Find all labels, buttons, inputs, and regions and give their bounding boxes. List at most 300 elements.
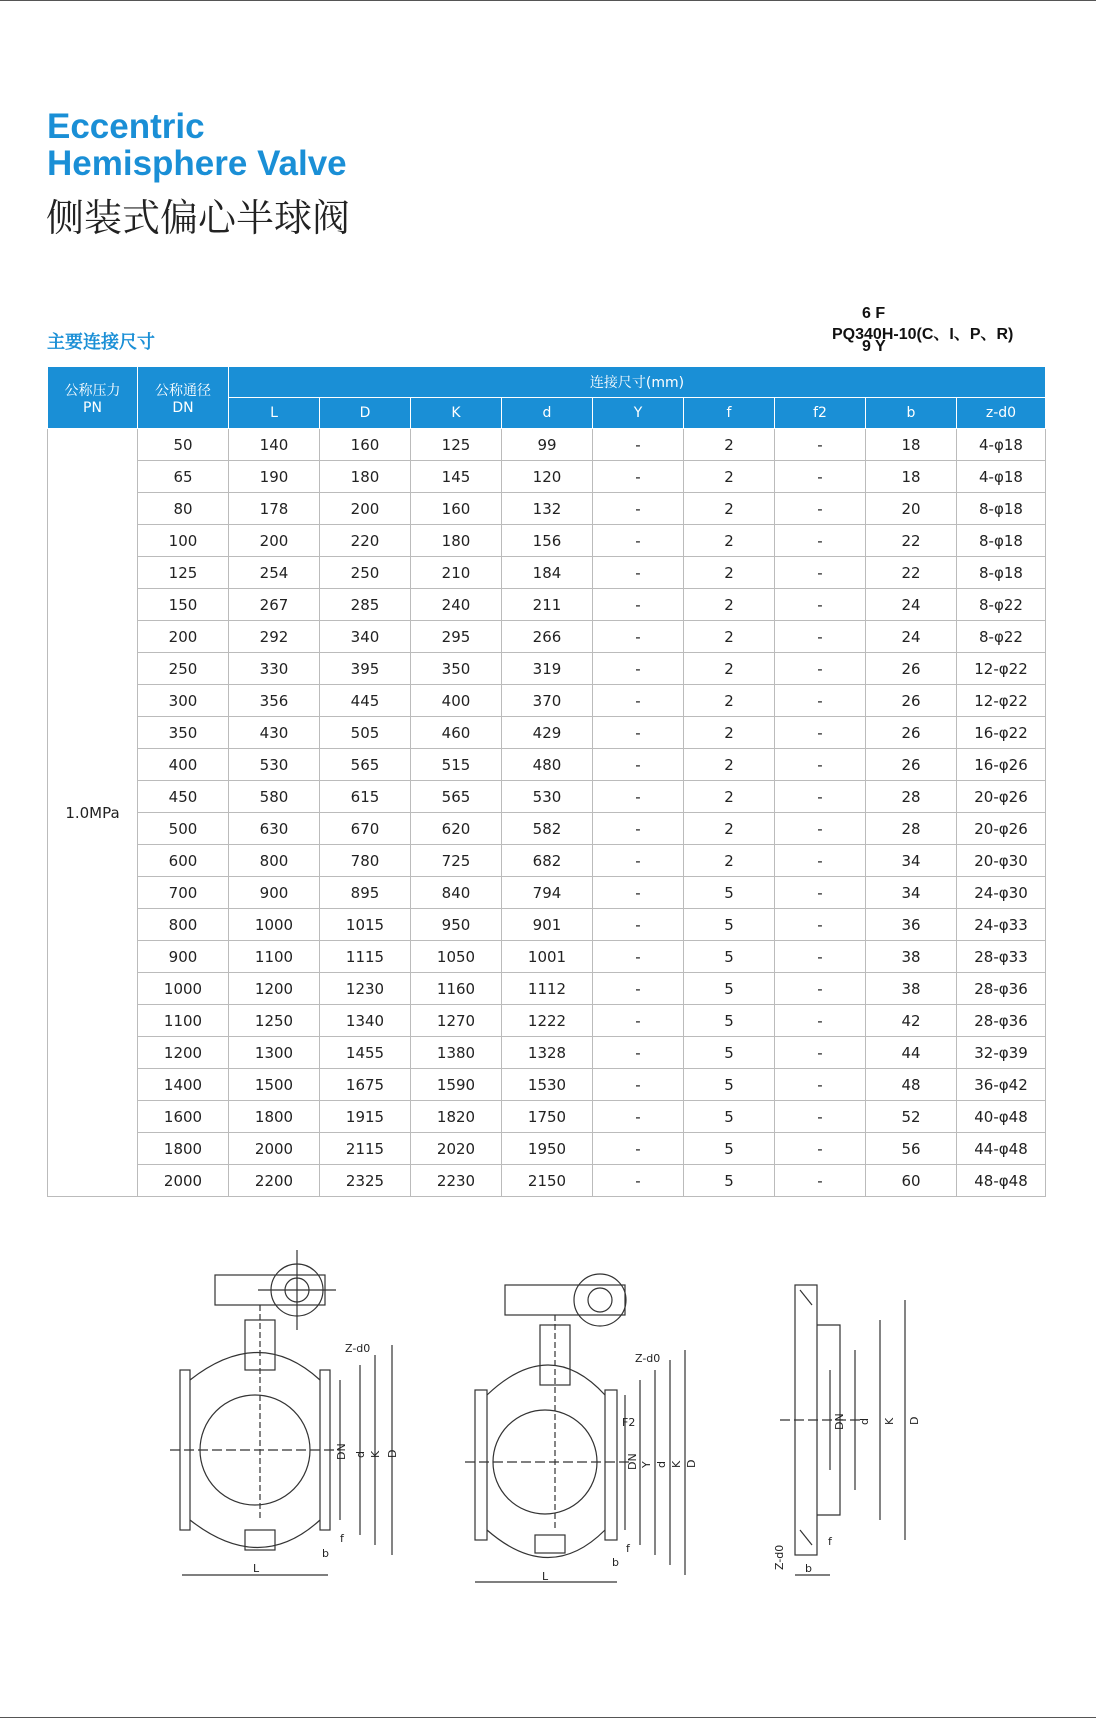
- table-cell: 300: [138, 685, 229, 717]
- table-cell: 26: [866, 749, 957, 781]
- table-row: [48, 749, 1046, 781]
- pn-cell: 1.0MPa: [48, 429, 138, 1197]
- table-row: [48, 1037, 1046, 1069]
- table-cell: -: [593, 813, 684, 845]
- table-cell: 901: [502, 909, 593, 941]
- table-cell: 630: [229, 813, 320, 845]
- table-cell: 2: [684, 589, 775, 621]
- table-cell: 2: [684, 493, 775, 525]
- d1-label-k: K: [369, 1450, 382, 1458]
- table-cell: 250: [138, 653, 229, 685]
- d3-label-dn: DN: [833, 1413, 846, 1430]
- table-cell: 1455: [320, 1037, 411, 1069]
- table-cell: 5: [684, 1069, 775, 1101]
- table-cell: 28-φ36: [957, 1005, 1046, 1037]
- table-row: [48, 781, 1046, 813]
- table-row: [48, 461, 1046, 493]
- table-cell: 5: [684, 1037, 775, 1069]
- table-row: [48, 493, 1046, 525]
- table-cell: 615: [320, 781, 411, 813]
- table-row: [48, 525, 1046, 557]
- table-cell: 5: [684, 1133, 775, 1165]
- table-cell: 5: [684, 1005, 775, 1037]
- table-cell: 156: [502, 525, 593, 557]
- table-cell: -: [775, 589, 866, 621]
- table-cell: -: [593, 1165, 684, 1197]
- table-cell: 1160: [411, 973, 502, 1005]
- header-col-3: d: [502, 398, 593, 429]
- table-cell: 28: [866, 781, 957, 813]
- table-cell: 530: [229, 749, 320, 781]
- table-cell: 160: [320, 429, 411, 461]
- table-cell: 125: [411, 429, 502, 461]
- table-cell: 2: [684, 557, 775, 589]
- table-cell: 450: [138, 781, 229, 813]
- dimension-table: [47, 366, 1046, 1197]
- table-cell: 1500: [229, 1069, 320, 1101]
- header-pn-en: PN: [83, 399, 102, 416]
- table-row: [48, 941, 1046, 973]
- table-cell: 145: [411, 461, 502, 493]
- d2-label-k: K: [670, 1460, 683, 1468]
- table-cell: 99: [502, 429, 593, 461]
- d1-label-f: f: [340, 1532, 344, 1545]
- header-col-5: f: [684, 398, 775, 429]
- table-cell: 24-φ30: [957, 877, 1046, 909]
- table-cell: 42: [866, 1005, 957, 1037]
- table-cell: 5: [684, 909, 775, 941]
- table-cell: 20-φ26: [957, 781, 1046, 813]
- table-cell: -: [593, 1069, 684, 1101]
- table-cell: 34: [866, 877, 957, 909]
- table-cell: 1200: [138, 1037, 229, 1069]
- table-cell: 800: [138, 909, 229, 941]
- table-cell: 8-φ18: [957, 525, 1046, 557]
- table-cell: 2: [684, 717, 775, 749]
- table-cell: 56: [866, 1133, 957, 1165]
- header-dn-en: DN: [172, 399, 194, 416]
- d3-label-dd: D: [908, 1416, 921, 1425]
- table-cell: 1530: [502, 1069, 593, 1101]
- table-cell: 356: [229, 685, 320, 717]
- table-cell: -: [775, 685, 866, 717]
- table-row: [48, 845, 1046, 877]
- d2-label-f2: F2: [622, 1416, 636, 1429]
- table-cell: 48-φ48: [957, 1165, 1046, 1197]
- table-cell: -: [593, 685, 684, 717]
- table-cell: -: [775, 1165, 866, 1197]
- table-cell: 725: [411, 845, 502, 877]
- table-cell: 292: [229, 621, 320, 653]
- table-cell: 5: [684, 877, 775, 909]
- d1-label-dn: DN: [335, 1443, 348, 1460]
- table-cell: 620: [411, 813, 502, 845]
- table-cell: 34: [866, 845, 957, 877]
- table-row: [48, 685, 1046, 717]
- table-cell: 1200: [229, 973, 320, 1005]
- table-cell: 2: [684, 749, 775, 781]
- table-cell: 2: [684, 653, 775, 685]
- table-cell: 400: [411, 685, 502, 717]
- header-col-6: f2: [775, 398, 866, 429]
- table-cell: 26: [866, 717, 957, 749]
- table-cell: -: [775, 877, 866, 909]
- d2-label-f: f: [626, 1542, 630, 1555]
- table-cell: 950: [411, 909, 502, 941]
- table-cell: 26: [866, 685, 957, 717]
- d3-label-zd0: Z-d0: [773, 1544, 786, 1570]
- model-code-main: PQ340H-10(C、I、P、R): [832, 326, 1014, 343]
- table-cell: 565: [320, 749, 411, 781]
- table-cell: 12-φ22: [957, 685, 1046, 717]
- table-cell: 1270: [411, 1005, 502, 1037]
- table-row: [48, 429, 1046, 461]
- header-col-4: Y: [593, 398, 684, 429]
- table-cell: 1250: [229, 1005, 320, 1037]
- table-cell: 48: [866, 1069, 957, 1101]
- table-row: [48, 973, 1046, 1005]
- table-cell: 400: [138, 749, 229, 781]
- table-cell: 1800: [229, 1101, 320, 1133]
- table-cell: 1230: [320, 973, 411, 1005]
- table-cell: 515: [411, 749, 502, 781]
- table-cell: 254: [229, 557, 320, 589]
- table-cell: 1015: [320, 909, 411, 941]
- table-cell: 250: [320, 557, 411, 589]
- table-cell: -: [775, 493, 866, 525]
- table-cell: 2: [684, 813, 775, 845]
- d2-label-b: b: [612, 1556, 619, 1569]
- table-cell: 794: [502, 877, 593, 909]
- table-cell: 200: [229, 525, 320, 557]
- table-row: [48, 621, 1046, 653]
- table-cell: 1400: [138, 1069, 229, 1101]
- table-cell: -: [593, 557, 684, 589]
- table-cell: 220: [320, 525, 411, 557]
- table-cell: -: [593, 749, 684, 781]
- table-cell: 20-φ26: [957, 813, 1046, 845]
- table-cell: 370: [502, 685, 593, 717]
- table-cell: 36: [866, 909, 957, 941]
- table-cell: -: [775, 653, 866, 685]
- table-cell: 530: [502, 781, 593, 813]
- table-cell: 582: [502, 813, 593, 845]
- table-cell: 350: [411, 653, 502, 685]
- table-cell: 700: [138, 877, 229, 909]
- table-cell: 32-φ39: [957, 1037, 1046, 1069]
- table-cell: 895: [320, 877, 411, 909]
- table-cell: 295: [411, 621, 502, 653]
- table-row: [48, 557, 1046, 589]
- table-cell: -: [593, 941, 684, 973]
- table-cell: 682: [502, 845, 593, 877]
- table-cell: -: [775, 941, 866, 973]
- table-cell: 4-φ18: [957, 429, 1046, 461]
- d2-label-dn: DN: [626, 1453, 639, 1470]
- table-cell: 480: [502, 749, 593, 781]
- table-cell: 565: [411, 781, 502, 813]
- table-cell: 24: [866, 621, 957, 653]
- table-cell: 12-φ22: [957, 653, 1046, 685]
- table-cell: 2: [684, 685, 775, 717]
- section-title: 主要连接尺寸: [47, 332, 155, 353]
- table-cell: 160: [411, 493, 502, 525]
- table-cell: 18: [866, 429, 957, 461]
- table-row: [48, 717, 1046, 749]
- table-cell: -: [593, 461, 684, 493]
- table-cell: -: [593, 621, 684, 653]
- table-cell: -: [593, 973, 684, 1005]
- table-cell: 5: [684, 941, 775, 973]
- table-cell: -: [593, 1005, 684, 1037]
- table-cell: 22: [866, 557, 957, 589]
- table-cell: 178: [229, 493, 320, 525]
- table-cell: 1950: [502, 1133, 593, 1165]
- d1-label-l: L: [253, 1562, 260, 1575]
- table-cell: 125: [138, 557, 229, 589]
- table-cell: 38: [866, 973, 957, 1005]
- table-row: [48, 877, 1046, 909]
- table-cell: 8-φ22: [957, 621, 1046, 653]
- table-cell: 460: [411, 717, 502, 749]
- table-cell: 2020: [411, 1133, 502, 1165]
- header-pn: [48, 367, 138, 429]
- table-row: [48, 1069, 1046, 1101]
- table-cell: -: [775, 909, 866, 941]
- table-cell: 38: [866, 941, 957, 973]
- table-cell: -: [775, 813, 866, 845]
- d2-label-d: d: [655, 1461, 668, 1468]
- table-cell: -: [593, 1101, 684, 1133]
- table-cell: 900: [229, 877, 320, 909]
- table-cell: 1115: [320, 941, 411, 973]
- table-cell: 445: [320, 685, 411, 717]
- table-cell: 1800: [138, 1133, 229, 1165]
- table-cell: 28: [866, 813, 957, 845]
- table-cell: -: [775, 749, 866, 781]
- table-cell: 132: [502, 493, 593, 525]
- table-cell: -: [593, 717, 684, 749]
- table-cell: 150: [138, 589, 229, 621]
- header-col-8: z-d0: [957, 398, 1046, 429]
- table-cell: 266: [502, 621, 593, 653]
- table-cell: 340: [320, 621, 411, 653]
- table-cell: -: [593, 493, 684, 525]
- model-code-top: 6 F: [862, 305, 886, 322]
- drawing-valve-gear: [170, 1250, 392, 1575]
- table-cell: 40-φ48: [957, 1101, 1046, 1133]
- table-cell: 350: [138, 717, 229, 749]
- table-cell: 24: [866, 589, 957, 621]
- title-english: [47, 108, 347, 182]
- table-cell: 1328: [502, 1037, 593, 1069]
- table-cell: 670: [320, 813, 411, 845]
- table-cell: 500: [138, 813, 229, 845]
- table-cell: -: [775, 1133, 866, 1165]
- header-col-2: K: [411, 398, 502, 429]
- table-cell: -: [775, 781, 866, 813]
- table-cell: 2150: [502, 1165, 593, 1197]
- table-cell: 1300: [229, 1037, 320, 1069]
- table-row: [48, 909, 1046, 941]
- table-cell: 1050: [411, 941, 502, 973]
- table-cell: 580: [229, 781, 320, 813]
- d1-label-b: b: [322, 1547, 329, 1560]
- table-cell: 2: [684, 621, 775, 653]
- table-cell: 1001: [502, 941, 593, 973]
- table-cell: 430: [229, 717, 320, 749]
- table-cell: -: [775, 429, 866, 461]
- table-cell: 2325: [320, 1165, 411, 1197]
- table-cell: -: [775, 1037, 866, 1069]
- table-cell: 900: [138, 941, 229, 973]
- table-cell: 22: [866, 525, 957, 557]
- d3-label-f: f: [828, 1535, 832, 1548]
- valve-drawings: [0, 1230, 1096, 1610]
- table-cell: 190: [229, 461, 320, 493]
- table-cell: 211: [502, 589, 593, 621]
- table-cell: 184: [502, 557, 593, 589]
- d1-label-dd: D: [386, 1449, 399, 1458]
- table-cell: 18: [866, 461, 957, 493]
- table-cell: 36-φ42: [957, 1069, 1046, 1101]
- table-cell: 2000: [138, 1165, 229, 1197]
- table-cell: -: [593, 845, 684, 877]
- d3-label-k: K: [883, 1417, 896, 1425]
- table-cell: -: [593, 525, 684, 557]
- d3-label-b: b: [805, 1562, 812, 1575]
- header-col-1: D: [320, 398, 411, 429]
- table-cell: 2000: [229, 1133, 320, 1165]
- table-cell: 1750: [502, 1101, 593, 1133]
- table-cell: 1590: [411, 1069, 502, 1101]
- table-cell: 1340: [320, 1005, 411, 1037]
- header-group: 连接尺寸(mm): [229, 367, 1046, 398]
- table-row: [48, 589, 1046, 621]
- table-cell: 1380: [411, 1037, 502, 1069]
- table-cell: -: [593, 781, 684, 813]
- table-cell: 180: [411, 525, 502, 557]
- header-dn: [138, 367, 229, 429]
- d1-label-d: d: [354, 1451, 367, 1458]
- table-cell: 1222: [502, 1005, 593, 1037]
- title-chinese: 侧装式偏心半球阀: [46, 196, 351, 240]
- table-row: [48, 653, 1046, 685]
- table-cell: 4-φ18: [957, 461, 1046, 493]
- table-cell: 210: [411, 557, 502, 589]
- table-cell: 1915: [320, 1101, 411, 1133]
- table-cell: 140: [229, 429, 320, 461]
- table-cell: 1820: [411, 1101, 502, 1133]
- drawing-valve-actuator: [465, 1274, 685, 1582]
- table-cell: 1000: [229, 909, 320, 941]
- table-cell: 60: [866, 1165, 957, 1197]
- table-cell: 600: [138, 845, 229, 877]
- table-cell: -: [775, 1069, 866, 1101]
- table-cell: 200: [138, 621, 229, 653]
- table-cell: 52: [866, 1101, 957, 1133]
- table-cell: 8-φ18: [957, 493, 1046, 525]
- d3-label-d: d: [858, 1418, 871, 1425]
- table-cell: -: [593, 1133, 684, 1165]
- table-cell: 28-φ33: [957, 941, 1046, 973]
- table-cell: 20: [866, 493, 957, 525]
- table-cell: 240: [411, 589, 502, 621]
- table-cell: 395: [320, 653, 411, 685]
- table-cell: 5: [684, 1165, 775, 1197]
- table-cell: -: [775, 1005, 866, 1037]
- table-cell: -: [775, 461, 866, 493]
- table-cell: 267: [229, 589, 320, 621]
- table-cell: 44-φ48: [957, 1133, 1046, 1165]
- table-row: [48, 1165, 1046, 1197]
- table-cell: 120: [502, 461, 593, 493]
- table-cell: 1100: [138, 1005, 229, 1037]
- table-cell: 28-φ36: [957, 973, 1046, 1005]
- table-cell: 2200: [229, 1165, 320, 1197]
- table-cell: 80: [138, 493, 229, 525]
- table-cell: -: [775, 973, 866, 1005]
- table-cell: 65: [138, 461, 229, 493]
- table-cell: 100: [138, 525, 229, 557]
- table-cell: 44: [866, 1037, 957, 1069]
- table-cell: -: [775, 621, 866, 653]
- table-cell: 2115: [320, 1133, 411, 1165]
- title-en-line1: Eccentric: [47, 107, 205, 146]
- header-dn-cn: 公称通径: [155, 382, 211, 399]
- table-row: [48, 1133, 1046, 1165]
- table-cell: 285: [320, 589, 411, 621]
- table-cell: -: [775, 557, 866, 589]
- table-cell: 2: [684, 461, 775, 493]
- table-cell: 8-φ22: [957, 589, 1046, 621]
- table-cell: 200: [320, 493, 411, 525]
- table-row: [48, 813, 1046, 845]
- header-col-0: L: [229, 398, 320, 429]
- table-cell: -: [593, 653, 684, 685]
- model-code-bottom: 9 Y: [862, 338, 886, 355]
- table-cell: 5: [684, 1101, 775, 1133]
- d2-label-l: L: [542, 1570, 549, 1583]
- table-cell: 1112: [502, 973, 593, 1005]
- table-cell: 319: [502, 653, 593, 685]
- table-cell: -: [593, 429, 684, 461]
- table-cell: -: [775, 1101, 866, 1133]
- header-pn-cn: 公称压力: [64, 382, 121, 399]
- table-row: [48, 1101, 1046, 1133]
- table-cell: 330: [229, 653, 320, 685]
- table-cell: 24-φ33: [957, 909, 1046, 941]
- table-cell: -: [775, 525, 866, 557]
- table-cell: -: [593, 1037, 684, 1069]
- table-cell: 5: [684, 973, 775, 1005]
- table-cell: 8-φ18: [957, 557, 1046, 589]
- d2-label-zd0: Z-d0: [635, 1352, 661, 1365]
- table-cell: 50: [138, 429, 229, 461]
- table-cell: 2: [684, 781, 775, 813]
- table-cell: 505: [320, 717, 411, 749]
- table-cell: 429: [502, 717, 593, 749]
- table-cell: 20-φ30: [957, 845, 1046, 877]
- top-border: [0, 0, 1096, 1]
- table-cell: 26: [866, 653, 957, 685]
- d2-label-dd: D: [685, 1459, 698, 1468]
- d2-label-y: Y: [640, 1461, 653, 1468]
- table-cell: 1675: [320, 1069, 411, 1101]
- table-cell: 1100: [229, 941, 320, 973]
- table-row: [48, 1005, 1046, 1037]
- table-cell: 780: [320, 845, 411, 877]
